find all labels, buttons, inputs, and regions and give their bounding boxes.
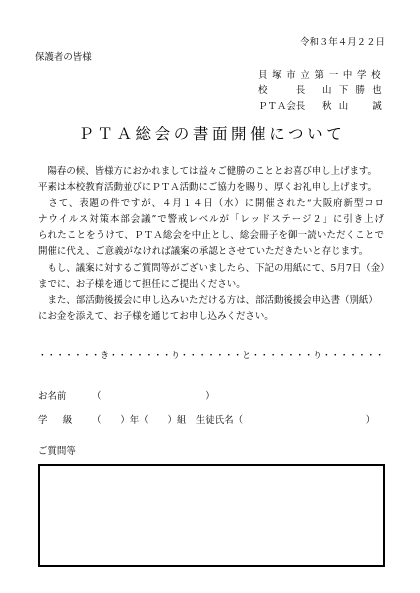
body-line: られたことをうけて、ＰＴＡ総会を中止とし、総会冊子を御一読いただくことで (38, 230, 384, 242)
questions-box (38, 464, 385, 567)
body-line: 平素は本校教育活動並びにＰＴＡ活動にご協力を賜り、厚くお礼申し上げます。 (38, 182, 377, 194)
body-line: 開催に代え、ご意義がなければ議案の承認とさせていただきたいと存じます。 (38, 246, 369, 258)
body-line: までに、お子様を通じて担任にご提出ください。 (38, 278, 246, 290)
recipient: 保護者の皆様 (35, 52, 92, 63)
pta-president-name: 秋山 誠 (322, 101, 389, 112)
body-line: さて、表題の件ですが、４月１４日（水）に開催された“大阪府新型コロ (38, 198, 384, 210)
class-label: 学 級 (38, 415, 76, 426)
name-field: （ ） (92, 391, 215, 402)
document-date: 令和３年４月２２日 (300, 37, 385, 48)
body-text (38, 164, 390, 325)
name-label: お名前 (38, 391, 67, 402)
body-line: また、部活動後援会に申し込みいただける方は、部活動後援会申込書（別紙） (38, 294, 378, 306)
body-line: にお金を添えて、お子様を通じてお申し込みください。 (38, 310, 274, 322)
principal-title: 校 長 (258, 85, 306, 96)
cut-line: ・・・・・・・き・・・・・・・り・・・・・・・と・・・・・・・り・・・・・・・ (38, 351, 384, 361)
page-title: ＰＴＡ総会の書面開催について (78, 125, 346, 143)
principal-name: 山下勝也 (322, 85, 389, 96)
body-line: もし、議案に対するご質問等がございましたら、下記の用紙にて、5月7日（金） (38, 262, 390, 274)
body-line: 陽春の候、皆様方におかれましては益々ご健勝のこととお喜び申し上げます。 (38, 166, 377, 177)
pta-president-title: ＰＴＡ会長 (258, 101, 306, 112)
questions-label: ご質問等 (38, 446, 76, 457)
class-student-name-field: （ ）年（ ）組 生徒氏名（ ） (92, 415, 376, 426)
body-line: ナウイルス対策本部会議”で警戒レベルが「レッドステージ２」に引き上げ (38, 214, 384, 226)
sender-school: 貝塚市立第一中学校 (258, 70, 386, 81)
